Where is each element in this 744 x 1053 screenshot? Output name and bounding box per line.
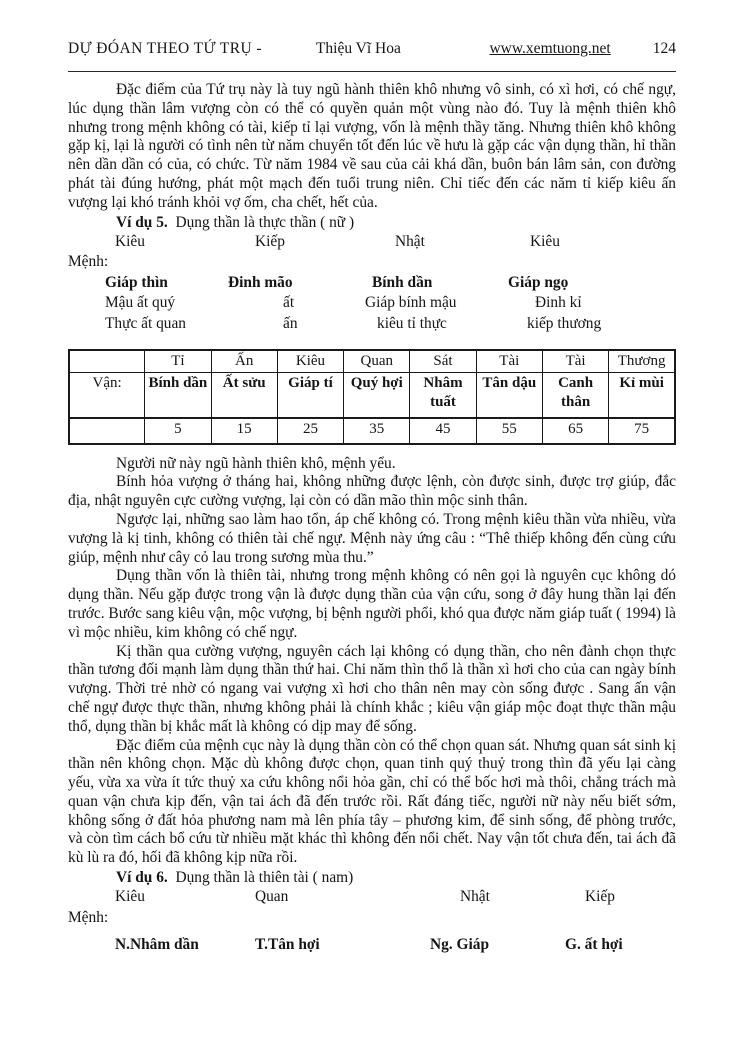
- paragraph-5: Dụng thần vốn là thiên tài, nhưng trong mệnh không có nên gọi là nguyên cục không dó dụng thần. Nếu gặp được trong vận là được dụng thần của vận cứu, song ở đây hung thần lại đến trước. Bước sang kiêu vận, mộc vượng, bị bệnh người phổi, khó qua được năm giáp tuất ( 1994) là vì mộc nhiều, kim không có chế ngự.: [68, 567, 676, 641]
- paragraph-7: Đặc điểm của mệnh cục này là dụng thần còn có thể chọn quan sát. Nhưng quan sát sinh kị thần nên không chọn. Mặc dù không được chọn, quan tinh quý thuỷ trong thìn đã yếu lại càng yếu, vừa xa vừa ít tức thuỷ xa cứu không nổi hỏa gần, chỉ có thể bốc hơi mà thôi, chẳng trách mà quan vận chưa kịp đến, vận tai ách đã đến trước rồi. Rất đáng tiếc, người nữ này nếu biết sớm, không sống ở đất hỏa phương nam mà lên phía tây – phương kim, để sinh sống, để phòng trước, và còn tìm cách bổ cứu từ nhiều mặt khác thì không đến nổi chết. Nay vận tốt chưa đến, tai ách đã kù lù ra đó, hối đã không kịp nữa rồi.: [68, 736, 676, 867]
- pillar-cell: Kỉ mùi: [609, 372, 675, 418]
- hidden-stem: Giáp bính mậu: [365, 294, 457, 312]
- pillar-cell: Nhâm tuất: [410, 372, 476, 418]
- god-label: Kiêu: [115, 888, 145, 906]
- pillar: Giáp thìn: [105, 273, 168, 291]
- example6-label: Ví dụ 6.: [116, 869, 168, 887]
- pillar: T.Tân hợi: [255, 936, 320, 954]
- god-label: Kiếp: [255, 232, 285, 250]
- pillar: G. ất hợi: [565, 936, 623, 954]
- luck-cycle-table: [68, 349, 676, 445]
- header-divider: [68, 71, 676, 72]
- table-row-ages: [69, 418, 675, 444]
- age-cell: 45: [410, 418, 476, 444]
- god-label: Nhật: [395, 232, 425, 250]
- pillar-cell: Giáp tí: [277, 372, 343, 418]
- hidden-stem: Đinh kỉ: [535, 294, 582, 312]
- book-title: DỰ ĐÓAN THEO TỨ TRỤ -: [68, 40, 262, 57]
- paragraph-2: Người nữ này ngũ hành thiên khô, mệnh yểu.: [116, 454, 396, 472]
- pillar-cell: Canh thân: [542, 372, 608, 418]
- author-name: Thiệu Vĩ Hoa: [315, 40, 401, 57]
- god-header-cell: Kiêu: [277, 350, 343, 373]
- god-label: Quan: [255, 888, 289, 906]
- example6-title: Dụng thần là thiên tài ( nam): [175, 869, 354, 887]
- example5-label: Ví dụ 5.: [116, 213, 168, 231]
- age-cell: 35: [344, 418, 410, 444]
- pillar: Ng. Giáp: [430, 936, 490, 954]
- hidden-stem: ất: [283, 294, 295, 312]
- empty-cell: [69, 350, 145, 373]
- age-cell: 75: [609, 418, 675, 444]
- pillar-cell: Tân dậu: [476, 372, 542, 418]
- paragraph-1: Đặc điểm của Tứ trụ này là tuy ngũ hành thiên khô nhưng vô sinh, có xì hơi, có chế ngự, lúc dụng thần lâm vượng còn có thể có quyền quản một vùng nào đó. Tuy là mệnh thiên khô nhưng trong mệnh không có tài, kiếp tỉ lại vượng, vốn là mệnh thầy tăng. Nhưng thiên khô không gặp kị, lại là người có tình nên từ năm chuyển tốt đến lúc về hưu là gặp các vận dụng thần, hỉ thần nên dần dần có của, có chức. Từ năm 1984 về sau của cải khá dần, buôn bán lâm sản, con đường phát tài đúng hướng, phát một mạch đến tuổi trung niên. Chỉ tiếc đến các năm tỉ kiếp kiêu ấn vượng lại khó tránh khỏi vợ ốm, cha chết, hết của.: [68, 81, 676, 211]
- hidden-stem: Mậu ất quý: [105, 294, 176, 312]
- van-label-cell: Vận:: [69, 372, 145, 418]
- example6-heading: [68, 868, 676, 887]
- age-cell: 15: [211, 418, 277, 444]
- pillar: Đinh mão: [228, 273, 293, 291]
- empty-cell: [69, 418, 145, 444]
- example5-pillars-row: [68, 273, 676, 294]
- god-header-cell: Tài: [476, 350, 542, 373]
- paragraph-6: Kị thần qua cường vượng, nguyên cách lại không có dụng thần, cho nên đành chọn thực thần tương đối mạnh làm dụng thần thứ hai. Chi năm thìn thổ là thần xì hơi cho của can ngày bính vượng. Thời trẻ nhờ có ngang vai vượng xì hơi cho thân nên may còn sống được . Sang ấn vận chế ngự được thực thần, nhưng không phải là chính khắc ; kiêu vận giáp mộc đoạt thực thần mậu thổ, dụng thần bị khắc mất là không có dịp may để sống.: [68, 642, 676, 735]
- example5-menh-label: Mệnh:: [68, 253, 109, 271]
- age-cell: 65: [542, 418, 608, 444]
- example5-heading: [68, 213, 676, 232]
- god-header-cell: Tỉ: [145, 350, 211, 373]
- pillar-cell: Quý hợi: [344, 372, 410, 418]
- example6-gods-row: [68, 887, 676, 908]
- age-cell: 5: [145, 418, 211, 444]
- page-header: [68, 40, 676, 58]
- example5-hidden-stems-row: [68, 293, 676, 314]
- god-header-cell: Tài: [542, 350, 608, 373]
- hidden-god: Thực ất quan: [105, 314, 186, 332]
- pillar-cell: Bính dần: [145, 372, 211, 418]
- table-row-gods: [69, 350, 675, 373]
- god-header-cell: Quan: [344, 350, 410, 373]
- page-number: 124: [652, 40, 676, 57]
- god-header-cell: Thương: [609, 350, 675, 373]
- example5-hidden-gods-row: [68, 314, 676, 335]
- paragraph-4: Ngược lại, những sao làm hao tổn, áp chế không có. Trong mệnh kiêu thần vừa nhiều, vừa vượng là kị tinh, không có thiên tài chế ngự. Mệnh này ứng câu : “Thê thiếp không đến cùng cứu giúp, mệnh như cây cỏ lau trong sương mùa thu.”: [68, 510, 676, 566]
- hidden-god: kiếp thương: [527, 314, 602, 332]
- paragraph-3: Bính hỏa vượng ở tháng hai, không những được lệnh, còn được sinh, được trợ giúp, đắc địa, nhật nguyên cực cường vượng, lại còn có dần mão thìn mộc sinh thân.: [68, 473, 676, 510]
- pillar: Giáp ngọ: [508, 273, 569, 291]
- example6-pillars-row: [68, 935, 676, 956]
- god-label: Kiêu: [115, 232, 145, 250]
- pillar: N.Nhâm dần: [115, 936, 199, 954]
- example5-title: Dụng thần là thực thần ( nữ ): [175, 213, 355, 231]
- god-header-cell: Ấn: [211, 350, 277, 373]
- god-header-cell: Sát: [410, 350, 476, 373]
- age-cell: 55: [476, 418, 542, 444]
- god-label: Kiếp: [585, 888, 615, 906]
- hidden-god: ấn: [283, 314, 298, 332]
- god-label: Kiêu: [530, 232, 560, 250]
- example5-gods-row: [68, 232, 676, 253]
- website-url: www.xemtuong.net: [489, 40, 611, 57]
- table-row-pillars: [69, 372, 675, 418]
- pillar: Bính dần: [372, 273, 433, 291]
- god-label: Nhật: [460, 888, 490, 906]
- pillar-cell: Ất sửu: [211, 372, 277, 418]
- age-cell: 25: [277, 418, 343, 444]
- hidden-god: kiêu tỉ thực: [377, 314, 447, 332]
- example6-menh-label: Mệnh:: [68, 908, 109, 926]
